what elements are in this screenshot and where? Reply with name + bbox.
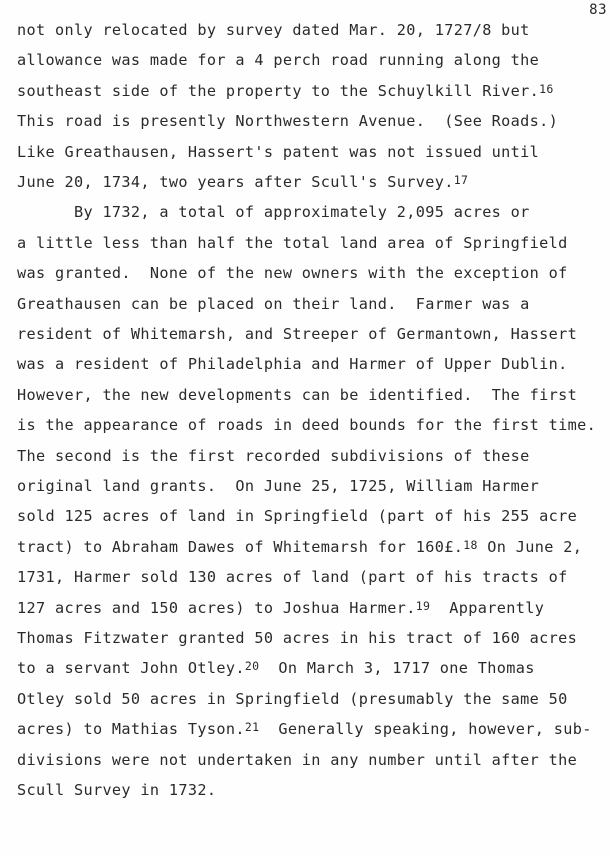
line-text: is the appearance of roads in deed bounds for the first time.: [17, 416, 597, 435]
line-text: original land grants. On June 25, 1725, William Harmer: [17, 477, 540, 495]
text-line: [17, 354, 568, 374]
text-line: [17, 233, 568, 253]
line-text: resident of Whitemarsh, and Streeper of Germantown, Hassert: [17, 325, 578, 343]
text-line: [17, 263, 568, 283]
line-text: acres) to Mathias Tyson.: [17, 720, 245, 739]
line-text: allowance was made for a 4 perch road running along the: [17, 51, 540, 70]
line-text: Greathausen can be placed on their land. Farmer was a: [17, 294, 530, 313]
line-text-continued: Generally speaking, however, sub-: [259, 720, 592, 739]
text-line: [17, 506, 577, 526]
text-line: [17, 172, 468, 193]
text-line: [17, 750, 577, 770]
line-text: southeast side of the property to the Schuylkill River.: [17, 81, 540, 100]
footnote-marker: 16: [539, 81, 554, 96]
text-line: [17, 476, 539, 496]
line-text: to a servant John Otley.: [17, 659, 245, 678]
line-text: 1731, Harmer sold 130 acres of land (part of his tracts of: [17, 568, 568, 587]
line-text: Thomas Fitzwater granted 50 acres in his tract of 160 acres: [17, 629, 578, 647]
text-line: [17, 658, 535, 679]
text-line: [17, 324, 577, 344]
text-line: [17, 202, 530, 222]
text-line: [17, 567, 568, 587]
text-line: [17, 415, 596, 435]
text-line: [17, 81, 554, 102]
page-number: 83: [589, 2, 607, 18]
footnote-marker: 19: [415, 598, 431, 613]
text-line: [17, 385, 577, 405]
line-text: 127 acres and 150 acres) to Joshua Harmer.: [17, 598, 416, 617]
line-text: not only relocated by survey dated Mar. 20, 1727/8 but: [17, 21, 530, 39]
line-text: divisions were not undertaken in any number until after the: [17, 750, 578, 769]
text-line: [17, 628, 577, 648]
line-text: was granted. None of the new owners with the exception of: [17, 264, 568, 283]
footnote-marker: 17: [453, 173, 469, 187]
text-line: [17, 719, 592, 740]
footnote-marker: 21: [244, 720, 260, 735]
line-text: By 1732, a total of approximately 2,095 acres or: [17, 203, 530, 222]
line-text-continued: On June 2,: [477, 537, 583, 556]
footnote-marker: 18: [463, 537, 478, 552]
text-line: [17, 50, 539, 70]
text-line: [17, 111, 558, 131]
line-text: was a resident of Philadelphia and Harmer of Upper Dublin.: [17, 355, 568, 374]
line-text: a little less than half the total land area of Springfield: [17, 233, 568, 252]
line-text: June 20, 1734, two years after Scull's Survey.: [17, 173, 454, 191]
text-line: [17, 780, 216, 800]
line-text: tract) to Abraham Dawes of Whitemarsh for 160£.: [17, 537, 464, 556]
line-text: Like Greathausen, Hassert's patent was not issued until: [17, 142, 540, 161]
line-text: The second is the first recorded subdivisions of these: [17, 446, 530, 465]
text-line: [17, 446, 530, 466]
text-line: [17, 689, 568, 709]
line-text: This road is presently Northwestern Avenue. (See Roads.): [17, 112, 559, 131]
text-line: [17, 537, 582, 558]
text-line: [17, 598, 544, 619]
text-line: [17, 20, 530, 40]
line-text: sold 125 acres of land in Springfield (part of his 255 acre: [17, 507, 578, 526]
line-text: Otley sold 50 acres in Springfield (presumably the same 50: [17, 689, 568, 708]
line-text-continued: On March 3, 1717 one Thomas: [259, 659, 535, 678]
text-line: [17, 142, 539, 162]
line-text: However, the new developments can be identified. The first: [17, 385, 578, 404]
text-line: [17, 294, 530, 314]
footnote-marker: 20: [244, 659, 260, 674]
line-text: Scull Survey in 1732.: [17, 781, 217, 799]
line-text-continued: Apparently: [430, 598, 545, 617]
